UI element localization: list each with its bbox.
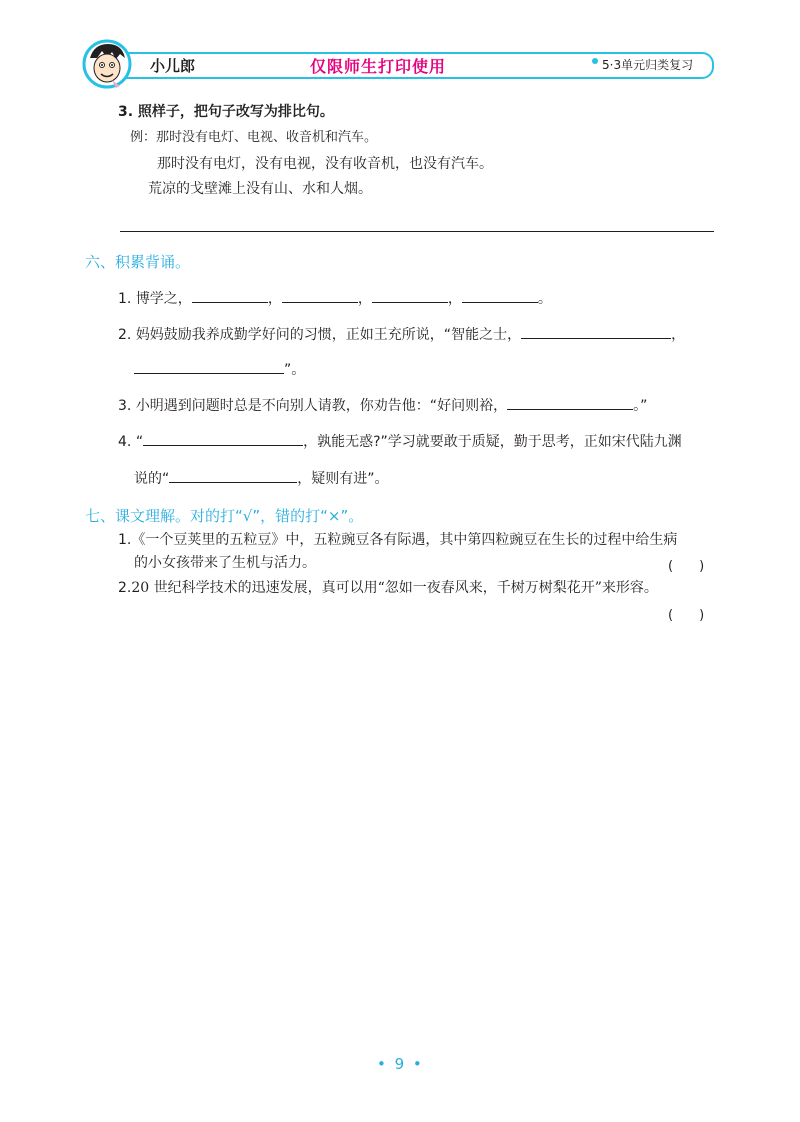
item-text: ， <box>267 291 282 307</box>
item-text: 博学之， <box>135 291 192 307</box>
item-text: ，孰能无惑?”学习就要敢于质疑，勤于思考，正如宋代陆九渊 <box>303 434 682 450</box>
s6-item-2-cont <box>134 359 305 380</box>
q3-example-answer: 那时没有电灯，没有电视，没有收音机，也没有汽车。 <box>157 156 493 172</box>
fill-blank[interactable] <box>521 324 671 339</box>
item-text: ”。 <box>284 362 306 378</box>
item-text: 妈妈鼓励我养成勤学好问的习惯，正如王充所说，“智能之士， <box>135 327 522 343</box>
item-text: ， <box>671 327 686 343</box>
item-text: 说的“ <box>134 471 170 487</box>
q3-title: 3. 照样子，把句子改写为排比句。 <box>118 104 334 120</box>
s6-item-2 <box>118 324 685 345</box>
fill-blank[interactable] <box>134 359 284 374</box>
item-text: 。 <box>537 291 552 307</box>
fill-blank[interactable] <box>143 431 303 446</box>
s6-item-4-cont <box>134 468 389 489</box>
fill-blank[interactable] <box>462 288 538 303</box>
page-number: • 9 • <box>377 1055 424 1073</box>
bullet-dot-icon <box>592 58 598 64</box>
item-text: 《一个豆荚里的五粒豆》中，五粒豌豆各有际遇，其中第四粒豌豆在生长的过程中给生病 <box>131 532 678 548</box>
brand-name: 小儿郎 <box>150 57 196 75</box>
item-text: “ <box>135 434 144 450</box>
section7-title: 七、课文理解。对的打“√”，错的打“×”。 <box>85 507 364 525</box>
s6-item-4 <box>118 431 682 452</box>
item-number: 2. <box>118 327 132 343</box>
item-text: 20 世纪科学技术的迅速发展，真可以用“忽如一夜春风来，千树万树梨花开”来形容。 <box>131 580 658 596</box>
item-number: 2. <box>118 580 132 596</box>
item-text: 小明遇到问题时总是不向别人请教，你劝告他：“好问则裕， <box>135 398 508 414</box>
q3-task: 荒凉的戈壁滩上没有山、水和人烟。 <box>148 181 372 197</box>
item-number: 3. <box>118 398 132 414</box>
fill-blank[interactable] <box>192 288 268 303</box>
answer-paren[interactable]: ( ) <box>668 608 705 623</box>
s6-item-3 <box>118 395 647 416</box>
item-text: ，疑则有进”。 <box>297 471 389 487</box>
s7-item-1 <box>118 530 677 550</box>
unit-label: 5·3单元归类复习 <box>602 58 694 72</box>
item-number: 4. <box>118 434 132 450</box>
fill-blank[interactable] <box>372 288 448 303</box>
answer-paren[interactable]: ( ) <box>668 559 705 574</box>
fill-blank[interactable] <box>282 288 358 303</box>
s6-item-1 <box>118 288 552 309</box>
fill-blank[interactable] <box>169 468 297 483</box>
q3-example-label: 例：那时没有电灯、电视、收音机和汽车。 <box>130 130 378 145</box>
s7-item-2 <box>118 578 658 598</box>
boy-mascot-icon <box>82 38 132 90</box>
item-text: 。” <box>633 398 648 414</box>
section6-title: 六、积累背诵。 <box>85 253 191 271</box>
answer-line[interactable] <box>120 231 714 232</box>
item-number: 1. <box>118 291 132 307</box>
item-text: ， <box>357 291 372 307</box>
item-number: 1. <box>118 532 132 548</box>
item-text: ， <box>447 291 462 307</box>
header-title: 仅限师生打印使用 <box>310 57 447 76</box>
fill-blank[interactable] <box>507 395 633 410</box>
s7-item-1-line2: 的小女孩带来了生机与活力。 <box>134 555 316 571</box>
